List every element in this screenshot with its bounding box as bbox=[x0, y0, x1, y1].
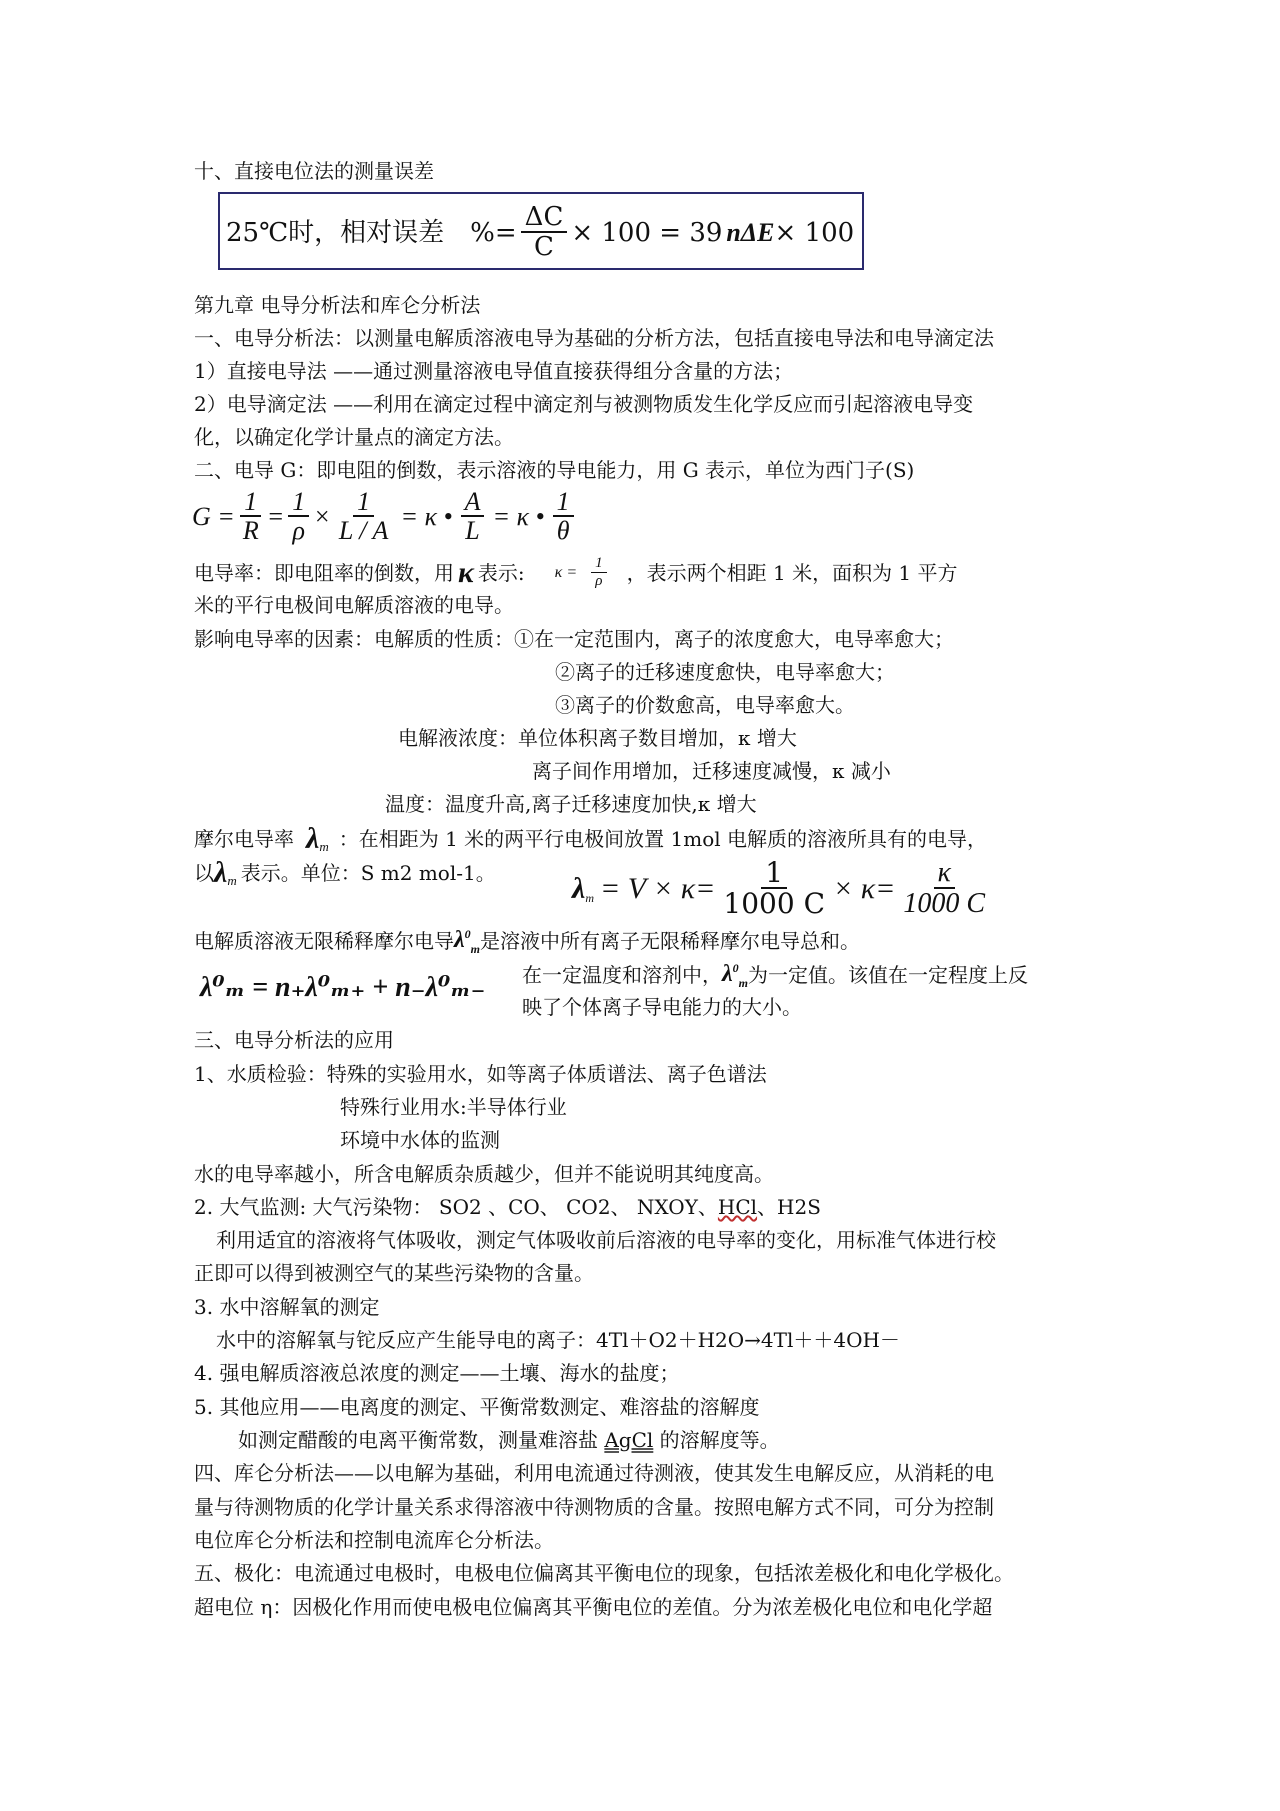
text-line: 特殊行业用水:半导体行业 bbox=[340, 1095, 567, 1119]
eq-kappa: = κ • bbox=[400, 502, 453, 531]
molar-text-c: 以 bbox=[194, 861, 214, 885]
inf-text-c: 在一定温度和溶剂中， bbox=[522, 963, 722, 987]
lambda-m: λ bbox=[572, 872, 586, 905]
text-line: 映了个体离子导电能力的大小。 bbox=[522, 995, 802, 1019]
agcl-line bbox=[238, 1427, 780, 1453]
frac-1-r bbox=[239, 488, 263, 546]
text-line: 量与待测物质的化学计量关系求得溶液中待测物质的含量。按照电解方式不同，可分为控制 bbox=[194, 1495, 994, 1519]
frac-1-theta bbox=[553, 488, 574, 546]
inf-text-a: 电解质溶液无限稀释摩尔电导 bbox=[194, 929, 454, 953]
g-eq: G = bbox=[192, 502, 235, 531]
kappa-definition bbox=[194, 555, 958, 590]
formula-n-delta-e: nΔE bbox=[726, 217, 775, 247]
section-10-title: 十、直接电位法的测量误差 bbox=[194, 159, 434, 183]
formula-prefix: 25℃时，相对误差 bbox=[226, 217, 445, 248]
den: 1000 C bbox=[723, 887, 826, 921]
times: × bbox=[313, 502, 331, 531]
factors-line: 电解液浓度：单位体积离子数目增加，κ 增大 bbox=[398, 726, 797, 750]
kappa-text-b: 表示: bbox=[477, 561, 525, 585]
text-line: 5. 其他应用——电离度的测定、平衡常数测定、难溶盐的溶解度 bbox=[194, 1395, 760, 1419]
lambda-symbol: λ bbox=[214, 856, 228, 889]
formula-mid: × 100 = 39 bbox=[571, 217, 723, 248]
num: 1 bbox=[240, 488, 261, 517]
text-line: 化，以确定化学计量点的滴定方法。 bbox=[194, 425, 514, 449]
text-line: 4. 强电解质溶液总浓度的测定——土壤、海水的盐度； bbox=[194, 1361, 680, 1385]
molar-text-a: 摩尔电导率 bbox=[194, 827, 294, 851]
den: ρ bbox=[292, 516, 305, 546]
frac-den: C bbox=[534, 232, 554, 263]
text-line: 米的平行电极间电解质溶液的电导。 bbox=[194, 593, 514, 617]
text-line: 利用适宜的溶液将气体吸收，测定气体吸收前后溶液的电导率的变化，用标准气体进行校 bbox=[216, 1228, 996, 1252]
kappa-eq: κ = bbox=[554, 564, 578, 581]
eq: = bbox=[266, 502, 285, 531]
molar-text-b: ：在相距为 1 米的两平行电极间放置 1mol 电解质的溶液所具有的电导， bbox=[338, 827, 987, 851]
inf-text-b: 是溶液中所有离子无限稀释摩尔电导总和。 bbox=[480, 929, 860, 953]
agcl-text-a: 如测定醋酸的电离平衡常数，测量难溶盐 bbox=[238, 1428, 605, 1452]
molar-formula bbox=[572, 852, 993, 926]
lambda-zero-m: $\lambda^0_m$ bbox=[722, 960, 748, 990]
lambda-symbol: λ bbox=[306, 822, 320, 855]
formula-suffix: × 100 bbox=[774, 217, 855, 248]
molar-conductivity-def bbox=[194, 822, 987, 856]
text-line: 超电位 η：因极化作用而使电极电位偏离其平衡电位的差值。分为浓差极化电位和电化学超 bbox=[194, 1595, 993, 1619]
text-line: 水的电导率越小，所含电解质杂质越少，但并不能说明其纯度高。 bbox=[194, 1162, 774, 1186]
lambda-zero-m: $\lambda^0_m$ bbox=[454, 926, 480, 956]
text-line: 2）电导滴定法 ——利用在滴定过程中滴定剂与被测物质发生化学反应而引起溶液电导变 bbox=[194, 392, 974, 416]
relative-error-formula-box bbox=[218, 192, 864, 270]
text-line: 1、水质检验：特殊的实验用水，如等离子体质谱法、离子色谱法 bbox=[194, 1062, 767, 1086]
frac-1-l-a bbox=[335, 488, 393, 546]
chapter-9-title: 第九章 电导分析法和库仑分析法 bbox=[194, 293, 481, 317]
frac-1-1000c bbox=[719, 855, 829, 921]
air-monitor-line bbox=[194, 1194, 821, 1220]
factors-line: 离子间作用增加，迁移速度减慢，κ 减小 bbox=[532, 759, 891, 783]
kappa-symbol: κ bbox=[458, 556, 474, 589]
inf-text-d: 为一定值。该值在一定程度上反 bbox=[748, 963, 1028, 987]
den: 1000 C bbox=[903, 888, 986, 920]
infinite-dilution-equation: λ⁰ₘ = n₊λ⁰ₘ₊ + n₋λ⁰ₘ₋ bbox=[200, 972, 486, 1003]
agcl-text-c: 的溶解度等。 bbox=[653, 1428, 780, 1452]
air-text: 2. 大气监测: 大气污染物： SO2 、CO、 CO2、 NXOY、 bbox=[194, 1195, 718, 1219]
infinite-dilution-note bbox=[522, 960, 1028, 990]
frac-k-1000c bbox=[899, 858, 989, 920]
kappa-text-c: ，表示两个相距 1 米，面积为 1 平方 bbox=[626, 561, 958, 585]
delta-c-over-c bbox=[521, 204, 568, 262]
text-line: 一、电导分析法：以测量电解质溶液电导为基础的分析方法，包括直接电导法和电导滴定法 bbox=[194, 326, 994, 350]
den: R bbox=[242, 516, 259, 546]
text-line: 环境中水体的监测 bbox=[340, 1128, 500, 1152]
factors-line: ②离子的迁移速度愈快，电导率愈大； bbox=[555, 660, 895, 684]
lambda-sub: m bbox=[585, 891, 594, 905]
text-line: 五、极化：电流通过电极时，电极电位偏离其平衡电位的现象，包括浓差极化和电化学极化。 bbox=[194, 1561, 1014, 1585]
num: κ bbox=[934, 858, 955, 889]
den: θ bbox=[556, 516, 570, 546]
infinite-dilution-line bbox=[194, 926, 860, 956]
eq-kappa: = κ • bbox=[492, 502, 545, 531]
lambda-sub: m bbox=[319, 839, 329, 854]
num: 1 bbox=[353, 488, 374, 517]
kappa-text-a: 电导率：即电阻率的倒数，用 bbox=[194, 561, 454, 585]
text-line: 3. 水中溶解氧的测定 bbox=[194, 1295, 380, 1319]
relative-error-formula bbox=[226, 204, 854, 262]
den: L / A bbox=[338, 516, 389, 546]
formula-percent: %= bbox=[470, 217, 517, 248]
text-line: 1）直接电导法 ——通过测量溶液电导值直接获得组分含量的方法； bbox=[194, 359, 794, 383]
factors-line: 温度：温度升高,离子迁移速度加快,κ 增大 bbox=[385, 792, 757, 816]
hcl-text: HCl bbox=[717, 1195, 758, 1219]
text-line: 水中的溶解氧与铊反应产生能导电的离子：4Tl＋O2＋H2O→4Tl＋＋4OH－ bbox=[216, 1328, 900, 1352]
agcl-text: AgCl bbox=[604, 1428, 654, 1452]
conductance-formula bbox=[192, 484, 578, 550]
molar-times: × κ= bbox=[833, 872, 896, 905]
frac-num: ΔC bbox=[521, 204, 568, 233]
frac-a-l bbox=[461, 488, 485, 546]
lambda-sub: m bbox=[227, 873, 237, 888]
num: 1 bbox=[591, 556, 607, 573]
text-line: 电位库仑分析法和控制电流库仑分析法。 bbox=[194, 1528, 554, 1552]
frac-1-rho bbox=[288, 488, 309, 546]
air-text-end: 、H2S bbox=[757, 1195, 821, 1219]
frac-1-rho-small bbox=[591, 556, 607, 589]
text-line: 正即可以得到被测空气的某些污染物的含量。 bbox=[194, 1261, 594, 1285]
num: 1 bbox=[761, 858, 787, 889]
text-line: 四、库仑分析法——以电解为基础，利用电流通过待测液，使其发生电解反应，从消耗的电 bbox=[194, 1461, 994, 1485]
molar-unit-line bbox=[194, 856, 496, 890]
den: L bbox=[465, 516, 480, 546]
factors-line: 影响电导率的因素：电解质的性质：①在一定范围内，离子的浓度愈大，电导率愈大； bbox=[194, 627, 954, 651]
factors-line: ③离子的价数愈高，电导率愈大。 bbox=[555, 693, 855, 717]
molar-mid: = V × κ= bbox=[600, 872, 716, 905]
num: 1 bbox=[553, 488, 574, 517]
num: A bbox=[461, 488, 485, 517]
den: ρ bbox=[595, 573, 603, 590]
num: 1 bbox=[288, 488, 309, 517]
text-line: 二、电导 G：即电阻的倒数，表示溶液的导电能力，用 G 表示，单位为西门子(S) bbox=[194, 458, 915, 482]
molar-text-d: 表示。单位：S m2 mol-1。 bbox=[240, 861, 496, 885]
section-3-title: 三、电导分析法的应用 bbox=[194, 1028, 394, 1052]
